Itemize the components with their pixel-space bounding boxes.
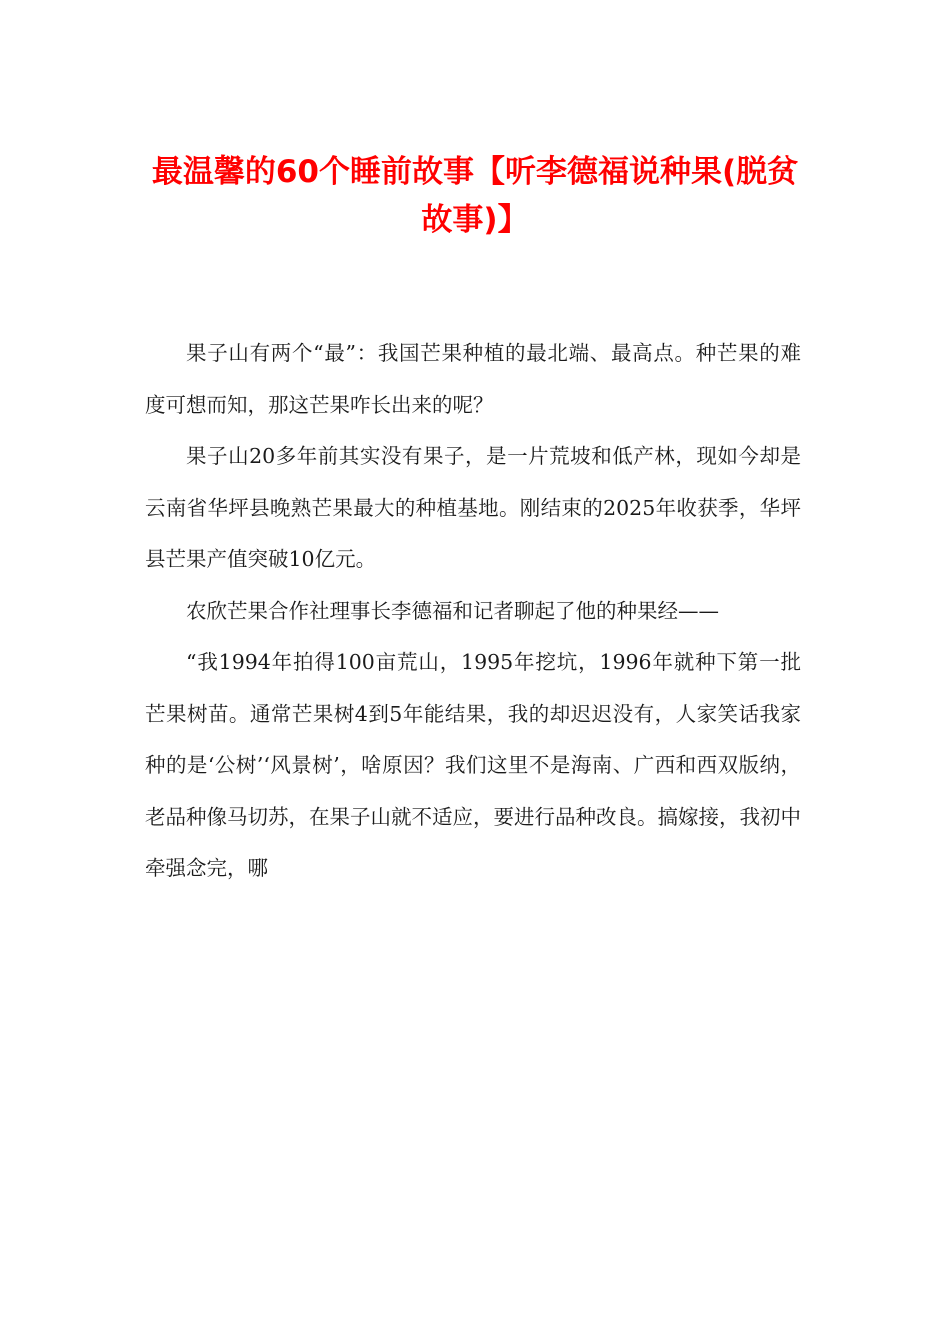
paragraph: 果子山有两个“最”：我国芒果种植的最北端、最高点。种芒果的难度可想而知，那这芒果咋长出来的呢？ — [145, 341, 801, 417]
paragraph: 农欣芒果合作社理事长李德福和记者聊起了他的种果经—— — [186, 598, 719, 623]
document-body — [145, 328, 801, 895]
document-title: 最温馨的60个睡前故事【听李德福说种果(脱贫故事)】 — [151, 154, 799, 238]
paragraph: “我1994年拍得100亩荒山，1995年挖坑，1996年就种下第一批芒果树苗。通常芒果树4到5年能结果，我的却迟迟没有，人家笑话我家种的是‘公树’‘风景树’，啥原因？我们这里不是海南、广西和西双版纳，老品种像马切苏，在果子山就不适应，要进行品种改良。搞嫁接，我初中牵强念完，哪 — [145, 650, 801, 880]
paragraph: 果子山20多年前其实没有果子，是一片荒坡和低产林，现如今却是云南省华坪县晚熟芒果最大的种植基地。刚结束的2025年收获季，华坪县芒果产值突破10亿元。 — [145, 444, 801, 571]
